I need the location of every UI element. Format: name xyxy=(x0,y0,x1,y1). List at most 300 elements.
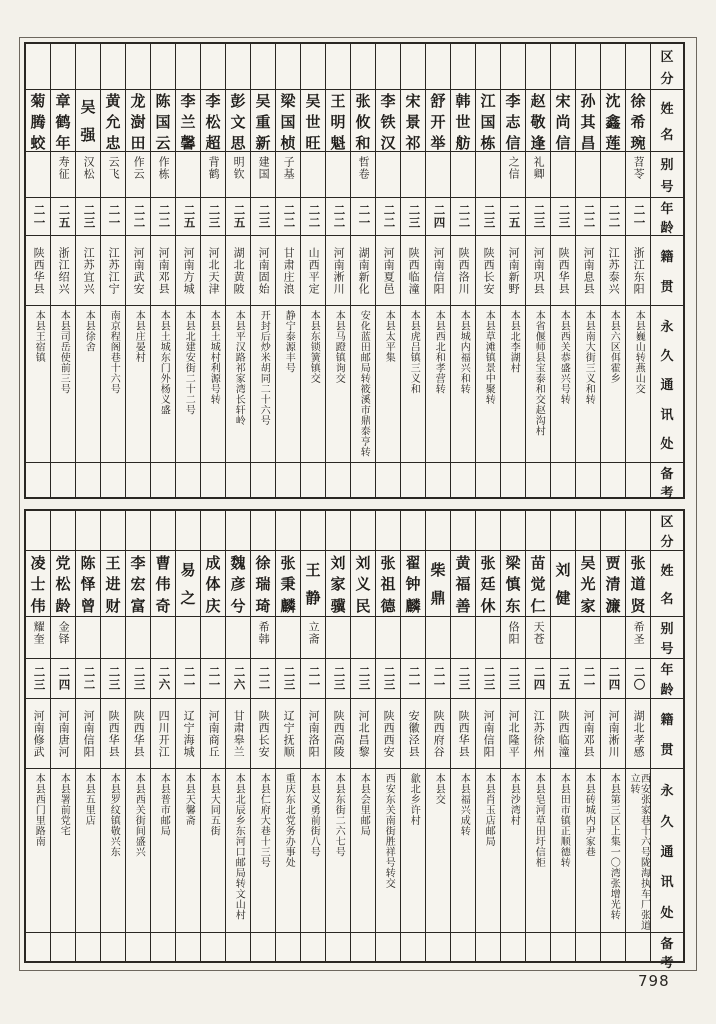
header-label-native-place: 籍 贯 xyxy=(651,236,683,306)
cell-remarks xyxy=(476,463,500,497)
cell-age: 二一 xyxy=(401,659,425,699)
entry-column xyxy=(601,511,626,961)
cell-age: 二一 xyxy=(176,659,200,699)
cell-alias: 佫阳 xyxy=(501,617,525,659)
cell-name: 易 之 xyxy=(176,551,200,617)
cell-remarks xyxy=(176,933,200,961)
entry-column xyxy=(51,44,76,497)
cell-age: 二三 xyxy=(376,659,400,699)
cell-remarks xyxy=(126,933,150,961)
cell-age: 二一 xyxy=(576,659,600,699)
cell-address: 本县天馨斋 xyxy=(176,769,200,933)
cell-address: 本县虎吕镇三义和 xyxy=(401,306,425,463)
cell-name: 张 道 贤 xyxy=(626,551,650,617)
entry-column xyxy=(251,511,276,961)
cell-name: 成 体 庆 xyxy=(201,551,225,617)
cell-remarks xyxy=(276,933,300,961)
cell-native-place: 河南修武 xyxy=(26,699,50,769)
cell-category xyxy=(626,511,650,551)
cell-age: 二〇 xyxy=(626,659,650,699)
cell-address: 本县皂河草田圩信柜 xyxy=(526,769,550,933)
cell-alias: 子基 xyxy=(276,152,300,198)
cell-name: 赵 敬 逢 xyxy=(526,90,550,152)
cell-alias xyxy=(151,617,175,659)
entry-column xyxy=(326,44,351,497)
cell-native-place: 河南方城 xyxy=(176,236,200,306)
cell-native-place: 河南息县 xyxy=(576,236,600,306)
header-label-category: 区 分 xyxy=(651,511,683,551)
cell-native-place: 四川开江 xyxy=(151,699,175,769)
entry-column xyxy=(401,511,426,961)
cell-category xyxy=(276,511,300,551)
cell-alias xyxy=(451,617,475,659)
cell-address: 本县西北和孝营转 xyxy=(426,306,450,463)
cell-address: 开封后炒米胡同二十六号 xyxy=(251,306,275,463)
cell-age: 二六 xyxy=(151,659,175,699)
cell-native-place: 陕西长安 xyxy=(476,236,500,306)
cell-native-place: 河南信阳 xyxy=(426,236,450,306)
cell-alias xyxy=(401,152,425,198)
entry-column xyxy=(551,44,576,497)
entry-column xyxy=(101,511,126,961)
cell-native-place: 浙江绍兴 xyxy=(51,236,75,306)
entry-column xyxy=(251,44,276,497)
page-number: 798 xyxy=(638,972,670,990)
entry-column xyxy=(576,511,601,961)
cell-name: 陈 怿 曾 xyxy=(76,551,100,617)
cell-remarks xyxy=(101,463,125,497)
header-label-address: 永 久 通 讯 处 xyxy=(651,306,683,463)
entry-column xyxy=(476,44,501,497)
header-label-remarks: 备 考 xyxy=(660,466,674,500)
cell-name: 李 兰 馨 xyxy=(176,90,200,152)
cell-name: 沈 鑫 莲 xyxy=(601,90,625,152)
cell-native-place: 陕西临潼 xyxy=(551,699,575,769)
entry-column xyxy=(276,511,301,961)
cell-native-place: 江苏徐州 xyxy=(526,699,550,769)
cell-alias: 希韩 xyxy=(251,617,275,659)
cell-remarks xyxy=(551,933,575,961)
cell-alias xyxy=(551,617,575,659)
cell-address: 歙北乡许村 xyxy=(401,769,425,933)
entry-column xyxy=(201,511,226,961)
cell-name: 舒 开 举 xyxy=(426,90,450,152)
cell-address: 西安张家巷十六号陇海执车厂张道立转 xyxy=(626,769,650,933)
cell-name: 陈 国 云 xyxy=(151,90,175,152)
cell-native-place: 河南巩县 xyxy=(526,236,550,306)
cell-name: 柴 鼎 xyxy=(426,551,450,617)
cell-native-place: 河南新野 xyxy=(501,236,525,306)
cell-category xyxy=(76,511,100,551)
cell-category xyxy=(26,511,50,551)
cell-alias xyxy=(426,152,450,198)
cell-alias xyxy=(201,617,225,659)
entry-column xyxy=(151,511,176,961)
cell-age: 二三 xyxy=(351,659,375,699)
entry-column xyxy=(426,511,451,961)
cell-name: 梁 慎 东 xyxy=(501,551,525,617)
cell-category xyxy=(326,44,350,90)
entry-column xyxy=(51,511,76,961)
header-label-remarks: 备 考 xyxy=(660,936,674,970)
cell-age: 二三 xyxy=(501,659,525,699)
cell-category xyxy=(51,511,75,551)
cell-age: 二三 xyxy=(326,659,350,699)
cell-age: 二二 xyxy=(376,198,400,236)
header-label-column xyxy=(651,511,683,970)
entry-column xyxy=(351,511,376,961)
cell-address: 本县东街二六七号 xyxy=(326,769,350,933)
cell-address: 本县北李湖村 xyxy=(501,306,525,463)
cell-category xyxy=(101,44,125,90)
cell-remarks xyxy=(401,463,425,497)
cell-category xyxy=(351,44,375,90)
cell-address: 本县土城村利源号转 xyxy=(201,306,225,463)
cell-category xyxy=(601,44,625,90)
cell-age: 二二 xyxy=(301,198,325,236)
cell-address: 本县第三区上集一〇湾张增光转 xyxy=(601,769,625,933)
entry-column xyxy=(26,511,51,961)
cell-category xyxy=(101,511,125,551)
cell-address: 重庆东北党务办事处 xyxy=(276,769,300,933)
cell-remarks xyxy=(376,463,400,497)
cell-address: 本县北辰乡东河口邮局转文山村 xyxy=(226,769,250,933)
cell-age: 二六 xyxy=(226,659,250,699)
cell-category xyxy=(351,511,375,551)
entry-column xyxy=(176,44,201,497)
cell-remarks xyxy=(626,463,650,497)
cell-alias xyxy=(476,617,500,659)
cell-alias: 希圣 xyxy=(626,617,650,659)
cell-remarks xyxy=(551,463,575,497)
cell-native-place: 湖北黄陂 xyxy=(226,236,250,306)
cell-native-place: 浙江东阳 xyxy=(626,236,650,306)
cell-age: 二二 xyxy=(251,659,275,699)
header-label-alias: 别 号 xyxy=(651,617,683,659)
cell-category xyxy=(76,44,100,90)
cell-category xyxy=(226,511,250,551)
cell-name: 章 鹤 年 xyxy=(51,90,75,152)
cell-native-place: 陕西府谷 xyxy=(426,699,450,769)
cell-name: 彭 文 思 xyxy=(226,90,250,152)
cell-address: 本县城内福兴和转 xyxy=(451,306,475,463)
entry-column xyxy=(551,511,576,961)
cell-name: 苗 觉 仁 xyxy=(526,551,550,617)
cell-remarks xyxy=(51,463,75,497)
cell-native-place: 江苏宜兴 xyxy=(76,236,100,306)
cell-address: 本县庄晏村 xyxy=(126,306,150,463)
entry-column xyxy=(376,44,401,497)
cell-age: 二二 xyxy=(451,198,475,236)
entry-column xyxy=(601,44,626,497)
cell-address: 本县会里邮局 xyxy=(351,769,375,933)
entry-column xyxy=(76,44,101,497)
cell-alias xyxy=(426,617,450,659)
cell-remarks xyxy=(476,933,500,961)
cell-native-place: 陕西洛川 xyxy=(451,236,475,306)
cell-native-place: 陕西华县 xyxy=(126,699,150,769)
entry-column xyxy=(526,511,551,961)
cell-name: 宋 尚 信 xyxy=(551,90,575,152)
entry-column xyxy=(26,44,51,497)
entry-column xyxy=(126,511,151,961)
cell-age: 二二 xyxy=(151,198,175,236)
cell-address: 本县六区佴霍乡 xyxy=(601,306,625,463)
cell-alias: 金铎 xyxy=(51,617,75,659)
cell-address: 本县福兴成转 xyxy=(451,769,475,933)
cell-name: 凌 士 伟 xyxy=(26,551,50,617)
cell-category xyxy=(526,44,550,90)
cell-remarks xyxy=(451,463,475,497)
cell-category xyxy=(451,511,475,551)
cell-alias: 汉松 xyxy=(76,152,100,198)
cell-alias: 明钦 xyxy=(226,152,250,198)
cell-name: 李 松 超 xyxy=(201,90,225,152)
cell-name: 李 铁 汉 xyxy=(376,90,400,152)
cell-alias xyxy=(326,617,350,659)
cell-native-place: 河南信阳 xyxy=(76,699,100,769)
cell-alias xyxy=(376,152,400,198)
entry-column xyxy=(326,511,351,961)
cell-age: 二三 xyxy=(401,198,425,236)
cell-name: 宋 景 祁 xyxy=(401,90,425,152)
cell-alias xyxy=(601,617,625,659)
cell-age: 二五 xyxy=(551,659,575,699)
cell-alias xyxy=(176,617,200,659)
cell-address: 本县土城东门外杨义盛 xyxy=(151,306,175,463)
cell-name: 江 国 栋 xyxy=(476,90,500,152)
entry-column xyxy=(476,511,501,961)
cell-native-place: 陕西华县 xyxy=(451,699,475,769)
cell-alias xyxy=(176,152,200,198)
cell-age: 二三 xyxy=(276,659,300,699)
cell-age: 二三 xyxy=(26,659,50,699)
cell-address: 本县大同五街 xyxy=(201,769,225,933)
cell-name: 韩 世 舫 xyxy=(451,90,475,152)
entry-column xyxy=(426,44,451,497)
cell-category xyxy=(551,511,575,551)
cell-category xyxy=(276,44,300,90)
cell-name: 孙 其 昌 xyxy=(576,90,600,152)
cell-remarks xyxy=(251,933,275,961)
cell-native-place: 河南信阳 xyxy=(476,699,500,769)
cell-name: 张 秉 麟 xyxy=(276,551,300,617)
cell-age: 二二 xyxy=(576,198,600,236)
cell-native-place: 河南武安 xyxy=(126,236,150,306)
cell-address: 本县仁府大巷十三号 xyxy=(251,769,275,933)
entry-column xyxy=(401,44,426,497)
cell-native-place: 河北昌黎 xyxy=(351,699,375,769)
cell-name: 黄 福 善 xyxy=(451,551,475,617)
cell-age: 二二 xyxy=(601,198,625,236)
cell-name: 翟 钟 麟 xyxy=(401,551,425,617)
entry-column xyxy=(126,44,151,497)
cell-native-place: 陕西西安 xyxy=(376,699,400,769)
cell-remarks xyxy=(301,463,325,497)
cell-address: 本县罗纹镇敬兴东 xyxy=(101,769,125,933)
cell-age: 二四 xyxy=(601,659,625,699)
cell-name: 张 祖 德 xyxy=(376,551,400,617)
cell-address: 本县沙湾村 xyxy=(501,769,525,933)
cell-alias xyxy=(226,617,250,659)
cell-age: 二一 xyxy=(101,198,125,236)
cell-alias xyxy=(476,152,500,198)
cell-alias: 立斋 xyxy=(301,617,325,659)
cell-address: 本县草滩镇景中聚转 xyxy=(476,306,500,463)
entry-column xyxy=(501,511,526,961)
cell-name: 吴 光 家 xyxy=(576,551,600,617)
cell-category xyxy=(126,44,150,90)
cell-category xyxy=(576,44,600,90)
cell-age: 二三 xyxy=(476,659,500,699)
cell-native-place: 河南淅川 xyxy=(326,236,350,306)
cell-address: 南京程阁巷十六号 xyxy=(101,306,125,463)
cell-remarks xyxy=(401,933,425,961)
entry-column xyxy=(101,44,126,497)
cell-address: 本县北建安街二十二号 xyxy=(176,306,200,463)
cell-category xyxy=(451,44,475,90)
cell-remarks xyxy=(276,463,300,497)
cell-remarks xyxy=(301,933,325,961)
directory-table-bottom xyxy=(24,509,685,970)
cell-name: 徐 瑞 琦 xyxy=(251,551,275,617)
cell-native-place: 辽宁海城 xyxy=(176,699,200,769)
cell-category xyxy=(226,44,250,90)
cell-alias: 背鹤 xyxy=(201,152,225,198)
entry-column xyxy=(276,44,301,497)
cell-native-place: 甘肃皋兰 xyxy=(226,699,250,769)
header-label-native-place: 籍 贯 xyxy=(651,699,683,769)
cell-remarks xyxy=(101,933,125,961)
cell-remarks xyxy=(201,463,225,497)
cell-native-place: 河南邓县 xyxy=(576,699,600,769)
cell-age: 二一 xyxy=(26,198,50,236)
header-label-age: 年 龄 xyxy=(651,198,683,236)
cell-address: 本县五里店 xyxy=(76,769,100,933)
cell-age: 二三 xyxy=(551,198,575,236)
cell-remarks xyxy=(526,463,550,497)
cell-category xyxy=(26,44,50,90)
cell-category xyxy=(476,44,500,90)
cell-age: 二一 xyxy=(426,659,450,699)
entry-column xyxy=(451,511,476,961)
cell-address: 本县徐舍 xyxy=(76,306,100,463)
entry-column xyxy=(201,44,226,497)
cell-alias: 寿征 xyxy=(51,152,75,198)
header-label-column xyxy=(651,44,683,500)
cell-category xyxy=(176,44,200,90)
cell-remarks xyxy=(576,933,600,961)
cell-alias xyxy=(101,617,125,659)
cell-name: 王 进 财 xyxy=(101,551,125,617)
cell-alias: 作栋 xyxy=(151,152,175,198)
cell-native-place: 河南商丘 xyxy=(201,699,225,769)
cell-address: 本县平汉路祁家湾长轩岭 xyxy=(226,306,250,463)
cell-remarks xyxy=(26,463,50,497)
cell-remarks xyxy=(326,463,350,497)
cell-address: 安化蓝田邮局转筱溪市鼎泰亨转 xyxy=(351,306,375,463)
cell-native-place: 河南固始 xyxy=(251,236,275,306)
cell-remarks xyxy=(526,933,550,961)
entry-column xyxy=(526,44,551,497)
cell-category xyxy=(626,44,650,90)
cell-remarks xyxy=(176,463,200,497)
cell-alias xyxy=(326,152,350,198)
cell-alias xyxy=(126,617,150,659)
cell-category xyxy=(376,44,400,90)
cell-native-place: 河南唐河 xyxy=(51,699,75,769)
cell-age: 二一 xyxy=(626,198,650,236)
cell-age: 二二 xyxy=(126,198,150,236)
cell-remarks xyxy=(126,463,150,497)
cell-remarks xyxy=(376,933,400,961)
cell-address: 本县交 xyxy=(426,769,450,933)
cell-name: 魏 彦 兮 xyxy=(226,551,250,617)
cell-remarks xyxy=(226,933,250,961)
cell-native-place: 河北隆平 xyxy=(501,699,525,769)
cell-category xyxy=(376,511,400,551)
cell-address: 本县砖城内尹家巷 xyxy=(576,769,600,933)
cell-name: 刘 健 xyxy=(551,551,575,617)
cell-category xyxy=(326,511,350,551)
cell-remarks xyxy=(576,463,600,497)
cell-category xyxy=(251,44,275,90)
cell-address: 本县田市镇正顺德转 xyxy=(551,769,575,933)
cell-native-place: 辽宁抚顺 xyxy=(276,699,300,769)
cell-category xyxy=(151,511,175,551)
cell-category xyxy=(526,511,550,551)
cell-alias xyxy=(376,617,400,659)
cell-name: 张 攸 和 xyxy=(351,90,375,152)
entry-column xyxy=(451,44,476,497)
cell-remarks xyxy=(76,933,100,961)
cell-age: 二二 xyxy=(76,659,100,699)
cell-address: 本县西关街间盛兴 xyxy=(126,769,150,933)
cell-alias: 哲卷 xyxy=(351,152,375,198)
cell-remarks xyxy=(326,933,350,961)
cell-age: 二三 xyxy=(101,659,125,699)
cell-name: 吴 重 新 xyxy=(251,90,275,152)
cell-name: 梁 国 桢 xyxy=(276,90,300,152)
cell-native-place: 陕西华县 xyxy=(551,236,575,306)
cell-category xyxy=(126,511,150,551)
cell-category xyxy=(151,44,175,90)
cell-category xyxy=(201,511,225,551)
cell-name: 李 志 信 xyxy=(501,90,525,152)
cell-category xyxy=(601,511,625,551)
cell-remarks xyxy=(351,463,375,497)
cell-remarks xyxy=(151,463,175,497)
cell-address: 本县署前党宅 xyxy=(51,769,75,933)
cell-category xyxy=(426,511,450,551)
cell-address: 西安东关南街胜祥号转交 xyxy=(376,769,400,933)
cell-address: 本县司岳使前三号 xyxy=(51,306,75,463)
cell-category xyxy=(426,44,450,90)
cell-age: 二五 xyxy=(501,198,525,236)
cell-age: 二三 xyxy=(76,198,100,236)
cell-address: 本县义勇前街八号 xyxy=(301,769,325,933)
cell-address: 静宁泰源丰号 xyxy=(276,306,300,463)
entry-column xyxy=(301,44,326,497)
cell-remarks xyxy=(426,933,450,961)
cell-remarks xyxy=(201,933,225,961)
cell-name: 党 松 龄 xyxy=(51,551,75,617)
cell-native-place: 陕西华县 xyxy=(26,236,50,306)
entry-column xyxy=(226,511,251,961)
cell-age: 二三 xyxy=(201,198,225,236)
cell-address: 本县西关恭盛兴号转 xyxy=(551,306,575,463)
cell-age: 二三 xyxy=(451,659,475,699)
